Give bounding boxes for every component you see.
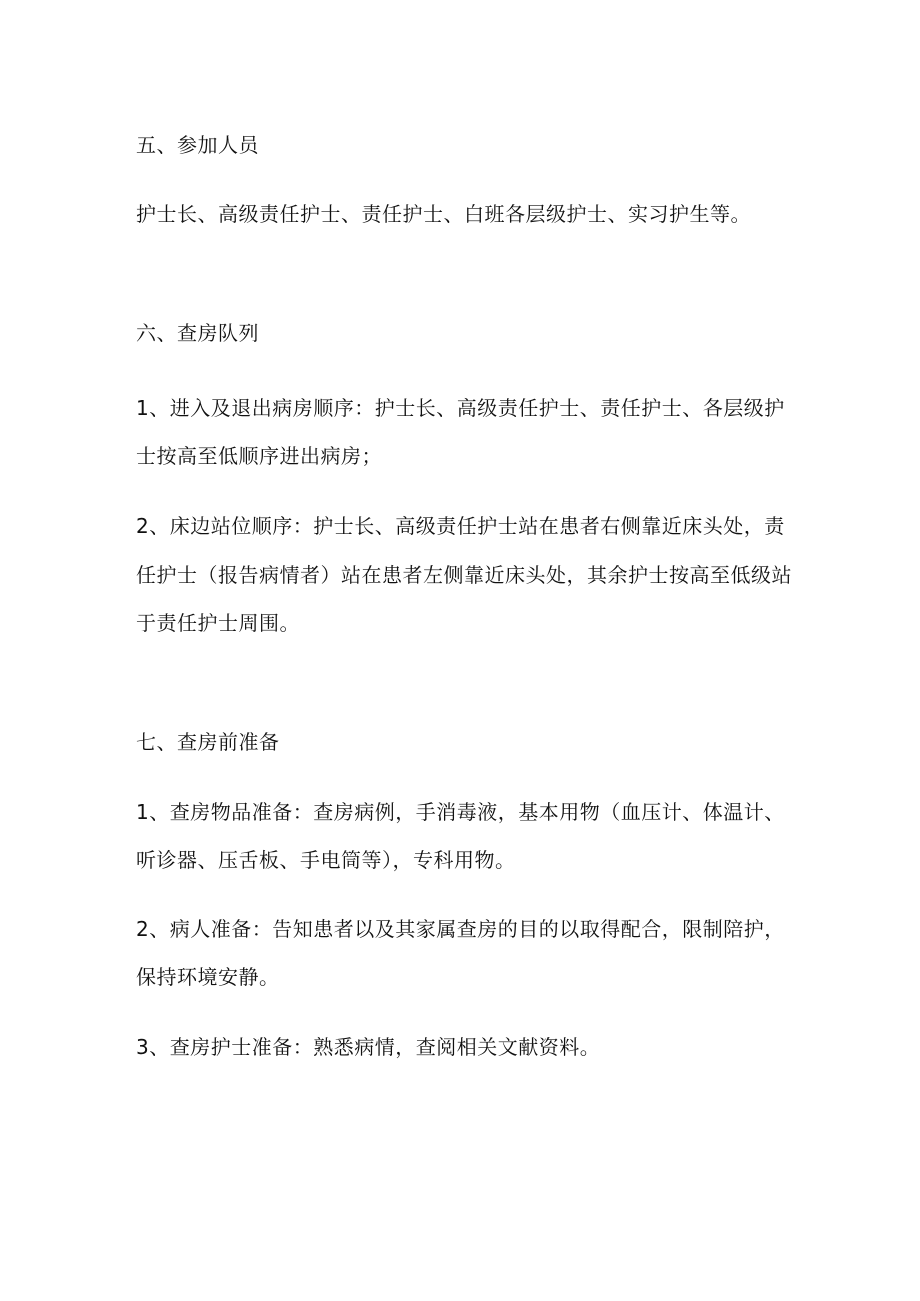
section-6-paragraph-2-line-1: 2、床边站位顺序：护士长、高级责任护士站在患者右侧靠近床头处，责 — [136, 514, 785, 538]
section-5-heading: 五、参加人员 — [136, 133, 259, 157]
section-6-heading: 六、查房队列 — [136, 321, 259, 345]
section-6-paragraph-2-line-2: 任护士（报告病情者）站在患者左侧靠近床头处，其余护士按高至低级站 — [136, 563, 792, 587]
section-5-paragraph-1-line-1: 护士长、高级责任护士、责任护士、白班各层级护士、实习护生等。 — [136, 202, 751, 226]
section-6-paragraph-2-line-3: 于责任护士周围。 — [136, 611, 300, 635]
section-7-paragraph-2-line-2: 保持环境安静。 — [136, 965, 280, 989]
section-6-paragraph-1-line-1: 1、进入及退出病房顺序：护士长、高级责任护士、责任护士、各层级护 — [136, 396, 785, 420]
section-7-paragraph-1-line-2: 听诊器、压舌板、手电筒等），专科用物。 — [136, 848, 516, 872]
section-7-heading: 七、查房前准备 — [136, 730, 280, 754]
section-7-paragraph-3-line-1: 3、查房护士准备：熟悉病情，查阅相关文献资料。 — [136, 1035, 601, 1059]
section-6-paragraph-1-line-2: 士按高至低顺序进出病房； — [136, 444, 382, 468]
section-7-paragraph-2-line-1: 2、病人准备：告知患者以及其家属查房的目的以取得配合，限制陪护， — [136, 917, 785, 941]
section-7-paragraph-1-line-1: 1、查房物品准备：查房病例，手消毒液，基本用物（血压计、体温计、 — [136, 800, 785, 824]
